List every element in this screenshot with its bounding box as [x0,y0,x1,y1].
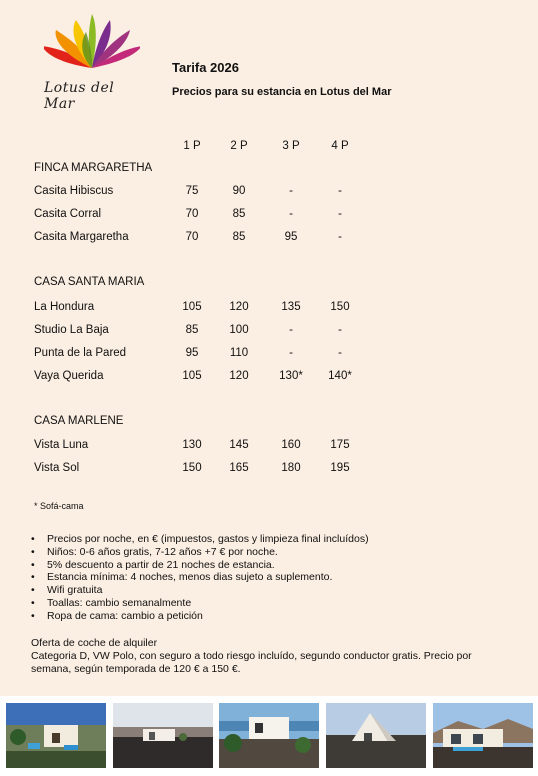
price-cell: - [338,347,342,359]
column-header: 3 P [282,140,300,152]
price-cell: - [289,347,293,359]
price-cell: 135 [281,301,301,313]
price-cell: 165 [229,462,249,474]
list-item: • Niños: 0-6 años gratis, 7-12 años +7 € por noche. [31,546,369,559]
list-item: • Toallas: cambio semanalmente [31,597,369,610]
accommodation-name: Punta de la Pared [34,347,127,359]
accommodation-name: Casita Hibiscus [34,185,114,197]
price-cell: 70 [185,208,199,220]
conditions-list [31,533,369,623]
accommodation-name: Casita Margaretha [34,231,129,243]
price-cell: 120 [229,301,249,313]
price-cell: 95 [185,347,199,359]
column-header: 4 P [331,140,349,152]
price-cell: 70 [185,231,199,243]
column-header: 1 P [183,140,201,152]
price-cell: 180 [281,462,301,474]
price-cell: 105 [182,370,202,382]
price-cell: - [289,185,293,197]
price-cell: 130* [279,370,303,382]
section-title: CASA MARLENE [34,415,124,427]
column-header: 2 P [230,140,248,152]
price-cell: 110 [229,347,249,359]
page-subtitle: Precios para su estancia en Lotus del Mar [172,86,392,98]
photo-strip [0,696,538,776]
list-item: • Wifi gratuita [31,584,369,597]
list-item: • 5% descuento a partir de 21 noches de estancia. [31,559,369,572]
accommodation-name: Casita Corral [34,208,102,220]
accommodation-name: Vista Sol [34,462,80,474]
photo-pyramid-house [326,703,426,768]
accommodation-name: Studio La Baja [34,324,109,336]
list-item: • Precios por noche, en € (impuestos, gastos y limpieza final incluídos) [31,533,369,546]
accommodation-name: La Hondura [34,301,95,313]
photo-terrace-sea [219,703,319,768]
section-title: FINCA MARGARETHA [34,162,153,174]
price-cell: 160 [281,439,301,451]
price-cell: 85 [232,231,246,243]
photo-casita-mountains [433,703,533,768]
price-cell: 105 [182,301,202,313]
offer-heading: Oferta de coche de alquiler [31,637,158,649]
price-cell: 85 [185,324,199,336]
price-cell: 95 [284,231,298,243]
price-cell: - [338,208,342,220]
logo [40,10,140,112]
list-item: • Ropa de cama: cambio a petición [31,610,369,623]
price-cell: - [289,208,293,220]
price-cell: - [289,324,293,336]
photo-casita-garden [6,703,106,768]
price-cell: 90 [232,185,246,197]
price-cell: - [338,185,342,197]
photo-house-volcanic [113,703,213,768]
car-rental-offer [31,637,511,676]
footnote: * Sofá-cama [34,501,84,511]
price-cell: 130 [182,439,202,451]
section-title: CASA SANTA MARIA [34,276,145,288]
logo-text: Lotus del Mar [44,80,115,112]
price-cell: 140* [328,370,352,382]
accommodation-name: Vista Luna [34,439,89,451]
offer-text: Categoria D, VW Polo, con seguro a todo riesgo incluído, segundo conductor gratis. Precio por semana, según temporada de 120 € a 150 €. [31,650,472,675]
price-cell: 145 [229,439,249,451]
price-cell: 85 [232,208,246,220]
price-cell: 150 [330,301,350,313]
price-cell: - [338,231,342,243]
price-cell: 195 [330,462,350,474]
price-cell: 150 [182,462,202,474]
price-cell: 120 [229,370,249,382]
price-cell: 75 [185,185,199,197]
price-cell: 100 [229,324,249,336]
page-title: Tarifa 2026 [172,60,239,75]
accommodation-name: Vaya Querida [34,370,104,382]
lotus-flower-icon [44,10,140,72]
list-item: • Estancia mínima: 4 noches, menos dias sujeto a suplemento. [31,571,369,584]
price-cell: 175 [330,439,350,451]
price-cell: - [338,324,342,336]
